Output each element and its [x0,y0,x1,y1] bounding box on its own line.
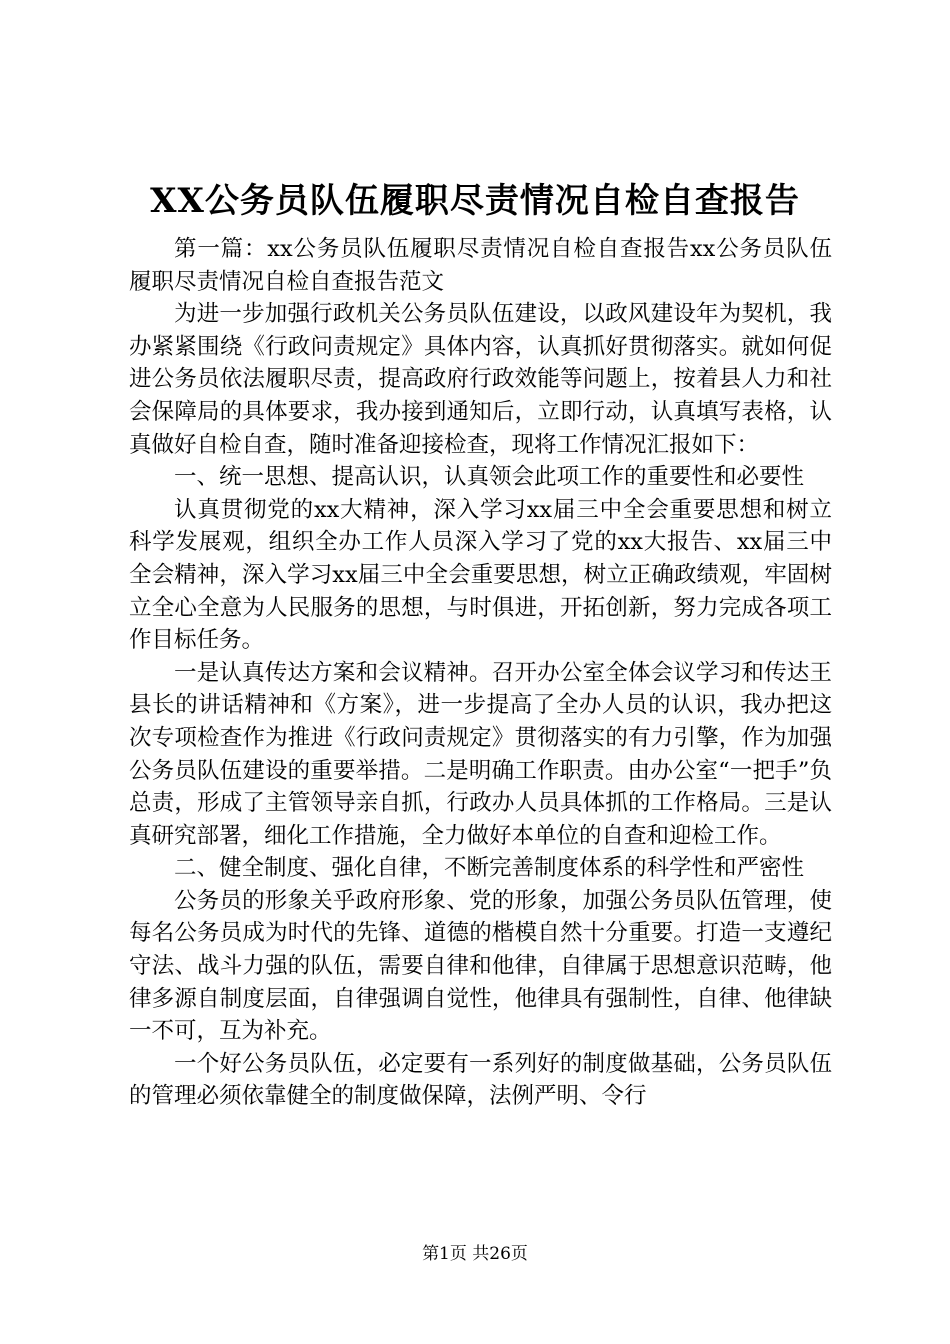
paragraph-self-discipline: 公务员的形象关乎政府形象、党的形象，加强公务员队伍管理，使每名公务员成为时代的先锋、道德的楷模自然十分重要。打造一支遵纪守法、战斗力强的队伍，需要自律和他律，自律属于思想意识范畴，他律多源自制度层面，自律强调自觉性，他律具有强制性，自律、他律缺一不可，互为补充。 [129,887,832,1045]
paragraph-intro: 第一篇：xx公务员队伍履职尽责情况自检自查报告xx公务员队伍履职尽责情况自检自查报告范文 [129,236,832,295]
section-heading-1: 一、统一思想、提高认识，认真领会此项工作的重要性和必要性 [174,464,805,491]
section-heading-2: 二、健全制度、强化自律，不断完善制度体系的科学性和严密性 [174,855,805,882]
paragraph-background: 为进一步加强行政机关公务员队伍建设，以政风建设年为契机，我办紧紧围绕《行政问责规定》具体内容，认真抓好贯彻落实。就如何促进公务员依法履职尽责，提高政府行政效能等问题上，按着县人力和社会保障局的具体要求，我办接到通知后，立即行动，认真填写表格，认真做好自检自查，随时准备迎接检查，现将工作情况汇报如下： [129,301,832,458]
paragraph-measures: 一是认真传达方案和会议精神。召开办公室全体会议学习和传达王县长的讲话精神和《方案》，进一步提高了全办人员的认识，我办把这次专项检查作为推进《行政问责规定》贯彻落实的有力引擎，作为加强公务员队伍建设的重要举措。二是明确工作职责。由办公室“一把手”负总责，形成了主管领导亲自抓，行政办人员具体抓的工作格局。三是认真研究部署，细化工作措施，全力做好本单位的自查和迎检工作。 [129,659,832,849]
paragraph-study: 认真贯彻党的xx大精神，深入学习xx届三中全会重要思想和树立科学发展观，组织全办工作人员深入学习了党的xx大报告、xx届三中全会精神，深入学习xx届三中全会重要思想，树立正确政绩观，牢固树立全心全意为人民服务的思想，与时俱进，开拓创新，努力完成各项工作目标任务。 [129,496,832,654]
paragraph-system: 一个好公务员队伍，必定要有一系列好的制度做基础，公务员队伍的管理必须依靠健全的制度做保障，法例严明、令行 [129,1050,832,1110]
document-title: XX公务员队伍履职尽责情况自检自查报告 [150,181,800,221]
page-number-footer: 第1页 共26页 [422,1244,528,1264]
document-body [129,233,832,1113]
